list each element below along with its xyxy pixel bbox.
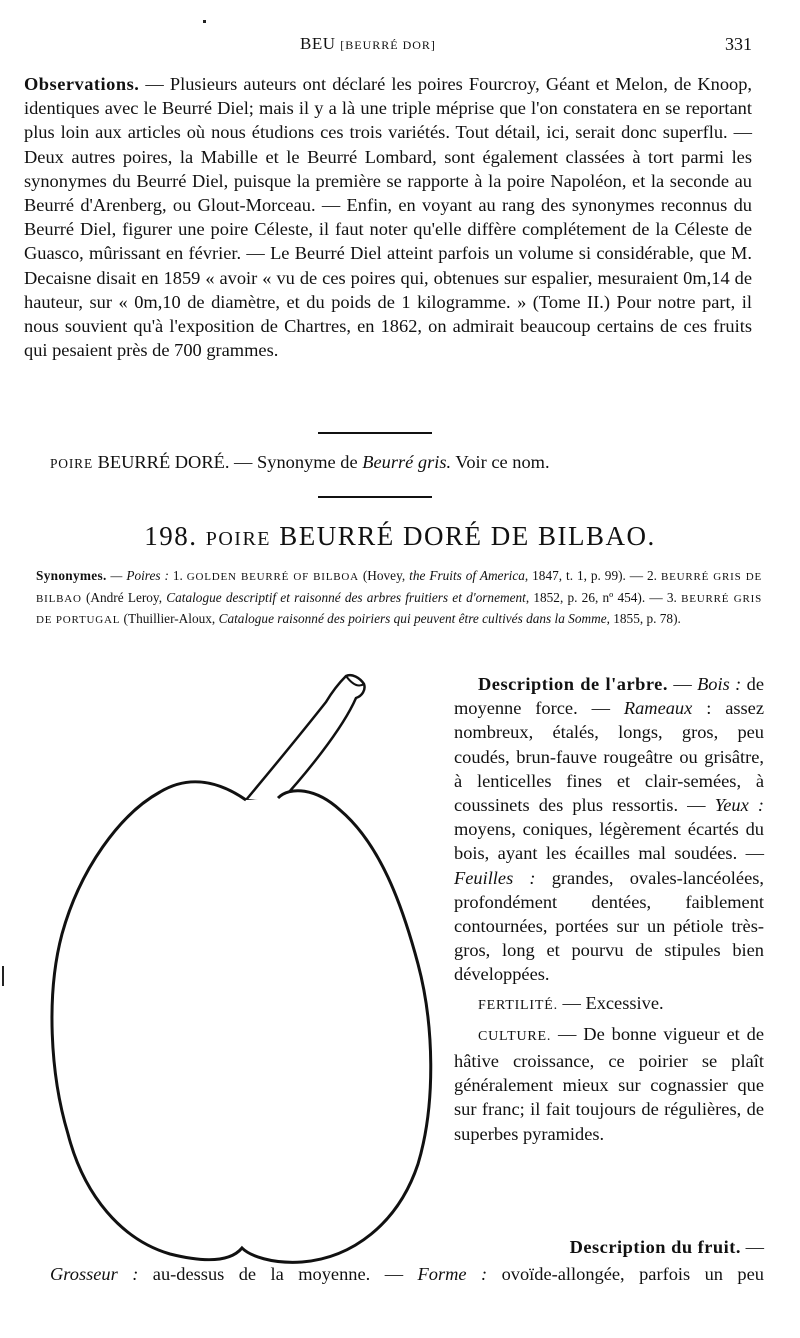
synonymes-text: , 1852, p. 26, nº 454). — 3.	[525, 589, 682, 605]
entry-name: BEURRÉ DORÉ DE BILBAO.	[279, 521, 656, 551]
tree-description-text: : assez nombreux, étalés, longs, gros, peu coudés, brun-fauve rougeâtre ou grisâtre, à lenticelles fines et clair-semées, à coussinets des plus ressortis. —	[454, 698, 764, 816]
running-head-text	[300, 34, 436, 54]
pear-body	[52, 782, 431, 1262]
synonymes-poires: Poires :	[126, 568, 169, 583]
culture-text: — De bonne vigueur et de hâtive croissance, ce poirier se plaît généralement mieux sur cognassier que sur franc; il fait toujours de régulières, de superbes pyramides.	[454, 1023, 764, 1144]
synonymes-text: —	[106, 568, 127, 583]
synonym-source: Catalogue descriptif et raisonné des arbres fruitiers et d'ornement	[166, 589, 526, 605]
tree-description	[454, 672, 764, 987]
synonymes-text: (Thuillier-Aloux,	[120, 611, 219, 626]
fertilite-label: FERTILITÉ.	[478, 997, 558, 1013]
synonym-name: BEURRÉ GRIS DE BILBAO	[36, 571, 762, 605]
synonym-source: the Fruits of America	[409, 568, 525, 583]
fruit-term: Forme :	[417, 1264, 488, 1284]
margin-mark	[2, 966, 4, 986]
synonym-name: GOLDEN BEURRÉ OF BILBOA	[186, 571, 359, 583]
tree-description-text: de moyenne force. —	[454, 674, 764, 719]
observations-paragraph	[24, 72, 752, 362]
tree-term: Yeux :	[714, 795, 764, 816]
synonym-source: Catalogue raisonné des poiriers qui peuvent être cultivés dans la Somme	[218, 611, 607, 626]
synonymes-text: , 1847, t. 1, p. 99). — 2.	[524, 568, 661, 583]
synonymes-text: 1.	[168, 568, 187, 583]
tree-term: Bois :	[697, 674, 742, 694]
tree-description-text: moyens, coniques, légèrement écartés du bois, ayant les écailles mal soudées. —	[454, 819, 764, 864]
synonym-entry	[50, 452, 750, 473]
fruit-term: Grosseur :	[50, 1264, 139, 1284]
culture-paragraph	[454, 1022, 764, 1146]
synonymes-text: (André Leroy,	[81, 589, 167, 605]
entry-title	[0, 521, 800, 552]
fruit-description-dash: —	[741, 1237, 764, 1257]
entry-number: 198.	[144, 521, 198, 551]
culture-label: CULTURE.	[478, 1028, 552, 1044]
tree-description-text: grandes, ovales-lancéolées, profondément dentées, faiblement contournées, portées sur un pétiole très-gros, long et pourvu de stipules bien développées.	[454, 867, 764, 985]
synonymes-text: , 1855, p. 78).	[606, 611, 681, 626]
tree-description-text: —	[667, 674, 698, 694]
fruit-description-heading	[480, 1237, 764, 1258]
tree-description-label: Description de l'arbre.	[478, 674, 668, 694]
tree-term: Feuilles :	[454, 867, 536, 888]
synonym-entry-poire: POIRE	[50, 456, 94, 471]
print-speck	[203, 20, 206, 23]
section-divider	[318, 496, 432, 498]
pear-stem	[246, 675, 365, 802]
entry-poire: POIRE	[205, 528, 272, 550]
synonym-name: BEURRÉ GRIS DE PORTUGAL	[36, 592, 762, 626]
tree-term: Rameaux	[623, 698, 693, 719]
running-head-word: BEU	[300, 34, 336, 53]
fruit-text: au-dessus de la moyenne. —	[138, 1264, 418, 1284]
synonymes-paragraph	[36, 566, 762, 631]
running-head	[0, 34, 800, 58]
fruit-text: ovoïde-allongée, parfois un peu	[487, 1264, 764, 1284]
pear-outline-illustration	[40, 664, 440, 1284]
fertilite-paragraph	[454, 991, 764, 1018]
synonym-entry-see: Voir ce nom.	[451, 452, 550, 472]
synonym-entry-name: BEURRÉ DORÉ.	[97, 452, 230, 472]
page-number: 331	[725, 34, 752, 54]
synonymes-label: Synonymes.	[36, 568, 107, 583]
synonym-entry-reference: Beurré gris.	[362, 452, 452, 472]
fertilite-text: — Excessive.	[557, 992, 664, 1013]
fruit-description-text	[50, 1262, 764, 1286]
synonymes-text: (Hovey,	[358, 568, 410, 583]
description-column	[454, 672, 764, 1146]
fruit-description-label: Description du fruit.	[569, 1237, 741, 1257]
running-head-range: [BEURRÉ DOR]	[340, 38, 436, 52]
observations-text: — Plusieurs auteurs ont déclaré les poires Fourcroy, Géant et Melon, de Knoop, identiques avec le Beurré Diel; mais il y a là une triple méprise que l'on constatera en se reportant plus loin aux articles où nous étudions ces trois variétés. Tout détail, ici, serait donc superflu. — Deux autres poires, la Mabille et le Beurré Lombard, sont également classées à tort parmi les synonymes du Beurré Diel, puisque la première se rapporte à la poire Napoléon, et la seconde au Beurré d'Arenberg, ou Glout-Morceau. — Enfin, en voyant au rang des synonymes reconnus du Beurré Diel, figurer une poire Céleste, il faut noter qu'elle diffère complétement de la Céleste de Guasco, mûrissant en février. — Le Beurré Diel atteint parfois un volume si considérable, que M. Decaisne disait en 1859 « avoir « vu de ces poires qui, obtenues sur espalier, mesuraient 0m,14 de hauteur, sur « 0m,10 de diamètre, et du poids de 1 kilogramme. » (Tome II.) Pour notre part, il nous souvient qu'à l'exposition de Chartres, en 1862, on admirait beaucoup certains de ces fruits qui pesaient près de 700 grammes.	[24, 74, 752, 361]
observations-label: Observations.	[24, 74, 140, 94]
synonym-entry-text: — Synonyme de	[229, 452, 363, 472]
section-divider	[318, 432, 432, 434]
